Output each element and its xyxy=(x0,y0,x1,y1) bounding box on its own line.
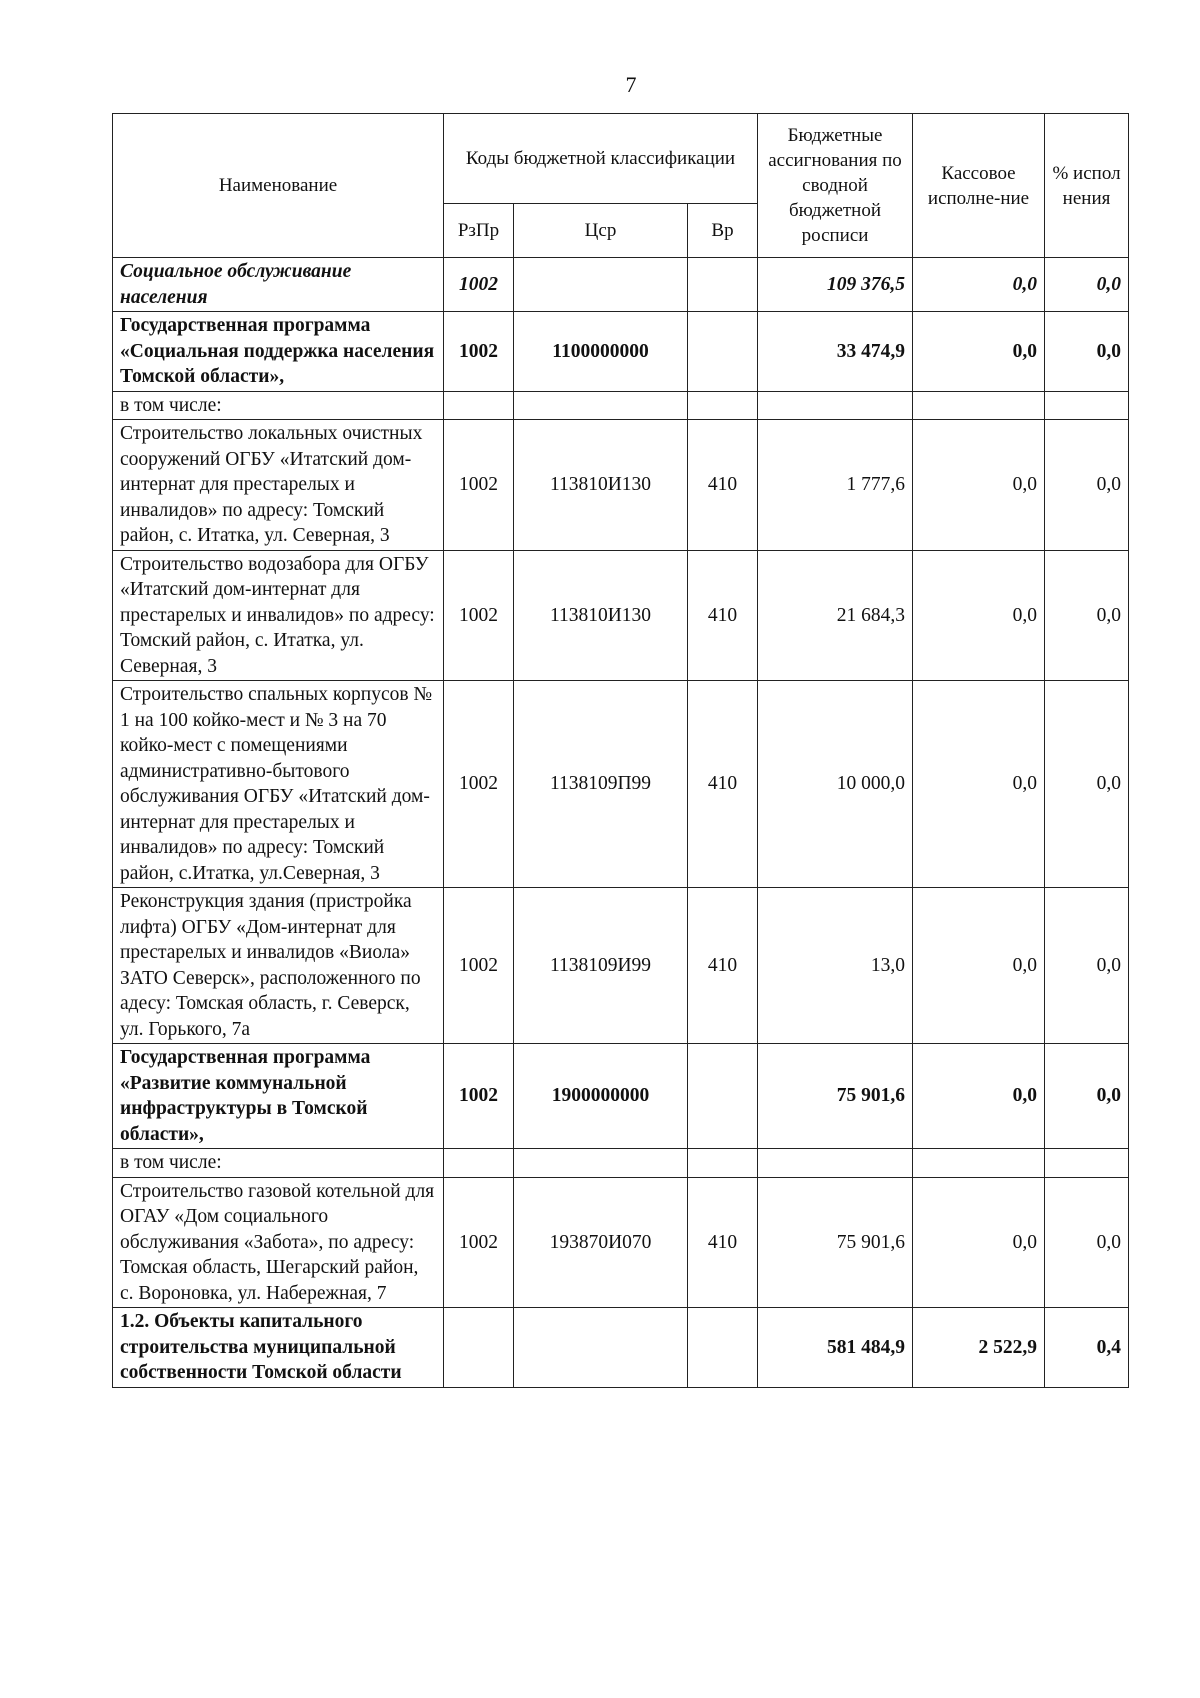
row-amount: 75 901,6 xyxy=(758,1044,913,1149)
row-percent: 0,0 xyxy=(1045,420,1129,551)
table-row xyxy=(113,312,1129,392)
row-amount xyxy=(758,391,913,420)
row-percent: 0,0 xyxy=(1045,1044,1129,1149)
row-vr xyxy=(688,1044,758,1149)
table-row xyxy=(113,420,1129,551)
row-name: в том числе: xyxy=(113,1149,444,1178)
header-cash: Кассовое исполне-ние xyxy=(913,114,1045,258)
row-cash: 0,0 xyxy=(913,888,1045,1044)
row-vr: 410 xyxy=(688,550,758,681)
table-row xyxy=(113,1149,1129,1178)
row-vr: 410 xyxy=(688,420,758,551)
row-vr: 410 xyxy=(688,1177,758,1308)
row-name: Реконструкция здания (пристройка лифта) ОГБУ «Дом-интернат для престарелых и инвалидов «Виола» ЗАТО Северск», расположенного по адесу: Томская область, г. Северск, ул. Горького, 7а xyxy=(113,888,444,1044)
row-name: Социальное обслуживание населения xyxy=(113,258,444,312)
row-cash: 0,0 xyxy=(913,550,1045,681)
row-csr: 1138109П99 xyxy=(514,681,688,888)
row-cash: 0,0 xyxy=(913,1044,1045,1149)
row-name: Государственная программа «Развитие коммунальной инфраструктуры в Томской области», xyxy=(113,1044,444,1149)
row-percent: 0,0 xyxy=(1045,681,1129,888)
row-amount: 21 684,3 xyxy=(758,550,913,681)
row-cash: 0,0 xyxy=(913,1177,1045,1308)
row-vr xyxy=(688,391,758,420)
row-amount: 581 484,9 xyxy=(758,1308,913,1388)
row-vr xyxy=(688,312,758,392)
row-rzpr xyxy=(444,1149,514,1178)
row-cash xyxy=(913,1149,1045,1178)
row-cash: 0,0 xyxy=(913,312,1045,392)
row-rzpr: 1002 xyxy=(444,1044,514,1149)
row-amount xyxy=(758,1149,913,1178)
row-percent: 0,0 xyxy=(1045,258,1129,312)
row-csr: 113810И130 xyxy=(514,550,688,681)
row-amount: 10 000,0 xyxy=(758,681,913,888)
row-rzpr: 1002 xyxy=(444,550,514,681)
row-amount: 109 376,5 xyxy=(758,258,913,312)
row-amount: 13,0 xyxy=(758,888,913,1044)
row-csr xyxy=(514,258,688,312)
row-vr: 410 xyxy=(688,888,758,1044)
row-amount: 75 901,6 xyxy=(758,1177,913,1308)
row-percent xyxy=(1045,1149,1129,1178)
table-row xyxy=(113,1308,1129,1388)
header-codes: Коды бюджетной классификации xyxy=(444,114,758,204)
row-rzpr: 1002 xyxy=(444,681,514,888)
row-name: Строительство спальных корпусов № 1 на 100 койко-мест и № 3 на 70 койко-мест с помещениями административно-бытового обслуживания ОГБУ «Итатский дом-интернат для престарелых и инвалидов» по адресу: Томский район, с.Итатка, ул.Северная, 3 xyxy=(113,681,444,888)
row-amount: 33 474,9 xyxy=(758,312,913,392)
row-name: Строительство локальных очистных сооружений ОГБУ «Итатский дом-интернат для престарелых и инвалидов» по адресу: Томский район, с. Итатка, ул. Северная, 3 xyxy=(113,420,444,551)
row-percent: 0,0 xyxy=(1045,550,1129,681)
table-row xyxy=(113,258,1129,312)
row-amount: 1 777,6 xyxy=(758,420,913,551)
header-vr: Вр xyxy=(688,204,758,258)
table-row xyxy=(113,1177,1129,1308)
row-cash: 2 522,9 xyxy=(913,1308,1045,1388)
row-percent: 0,0 xyxy=(1045,888,1129,1044)
row-rzpr xyxy=(444,1308,514,1388)
header-csr: Цср xyxy=(514,204,688,258)
row-percent: 0,0 xyxy=(1045,312,1129,392)
row-vr xyxy=(688,1308,758,1388)
table-row xyxy=(113,888,1129,1044)
budget-table xyxy=(112,113,1129,1388)
table-row xyxy=(113,550,1129,681)
row-rzpr: 1002 xyxy=(444,312,514,392)
row-csr: 193870И070 xyxy=(514,1177,688,1308)
header-rzpr: РзПр xyxy=(444,204,514,258)
row-csr xyxy=(514,391,688,420)
row-name: Строительство газовой котельной для ОГАУ «Дом социального обслуживания «Забота», по адресу: Томская область, Шегарский район, с. Вороновка, ул. Набережная, 7 xyxy=(113,1177,444,1308)
row-name: Государственная программа «Социальная поддержка населения Томской области», xyxy=(113,312,444,392)
header-assignments: Бюджетные ассигнования по сводной бюджетной росписи xyxy=(758,114,913,258)
row-csr xyxy=(514,1308,688,1388)
row-vr xyxy=(688,258,758,312)
row-rzpr: 1002 xyxy=(444,1177,514,1308)
row-vr: 410 xyxy=(688,681,758,888)
table-row xyxy=(113,681,1129,888)
header-percent: % испол нения xyxy=(1045,114,1129,258)
row-cash xyxy=(913,391,1045,420)
row-vr xyxy=(688,1149,758,1178)
row-rzpr: 1002 xyxy=(444,420,514,551)
row-name: 1.2. Объекты капитального строительства муниципальной собственности Томской области xyxy=(113,1308,444,1388)
table-row xyxy=(113,391,1129,420)
page-number: 7 xyxy=(625,72,637,97)
header-name: Наименование xyxy=(113,114,444,258)
row-percent: 0,4 xyxy=(1045,1308,1129,1388)
row-csr: 1138109И99 xyxy=(514,888,688,1044)
row-rzpr xyxy=(444,391,514,420)
row-csr xyxy=(514,1149,688,1178)
row-cash: 0,0 xyxy=(913,258,1045,312)
row-csr: 1900000000 xyxy=(514,1044,688,1149)
row-rzpr: 1002 xyxy=(444,888,514,1044)
row-percent: 0,0 xyxy=(1045,1177,1129,1308)
row-percent xyxy=(1045,391,1129,420)
row-cash: 0,0 xyxy=(913,681,1045,888)
table-row xyxy=(113,1044,1129,1149)
row-csr: 1100000000 xyxy=(514,312,688,392)
row-name: в том числе: xyxy=(113,391,444,420)
row-name: Строительство водозабора для ОГБУ «Итатский дом-интернат для престарелых и инвалидов» по адресу: Томский район, с. Итатка, ул. Северная, 3 xyxy=(113,550,444,681)
row-rzpr: 1002 xyxy=(444,258,514,312)
row-csr: 113810И130 xyxy=(514,420,688,551)
row-cash: 0,0 xyxy=(913,420,1045,551)
